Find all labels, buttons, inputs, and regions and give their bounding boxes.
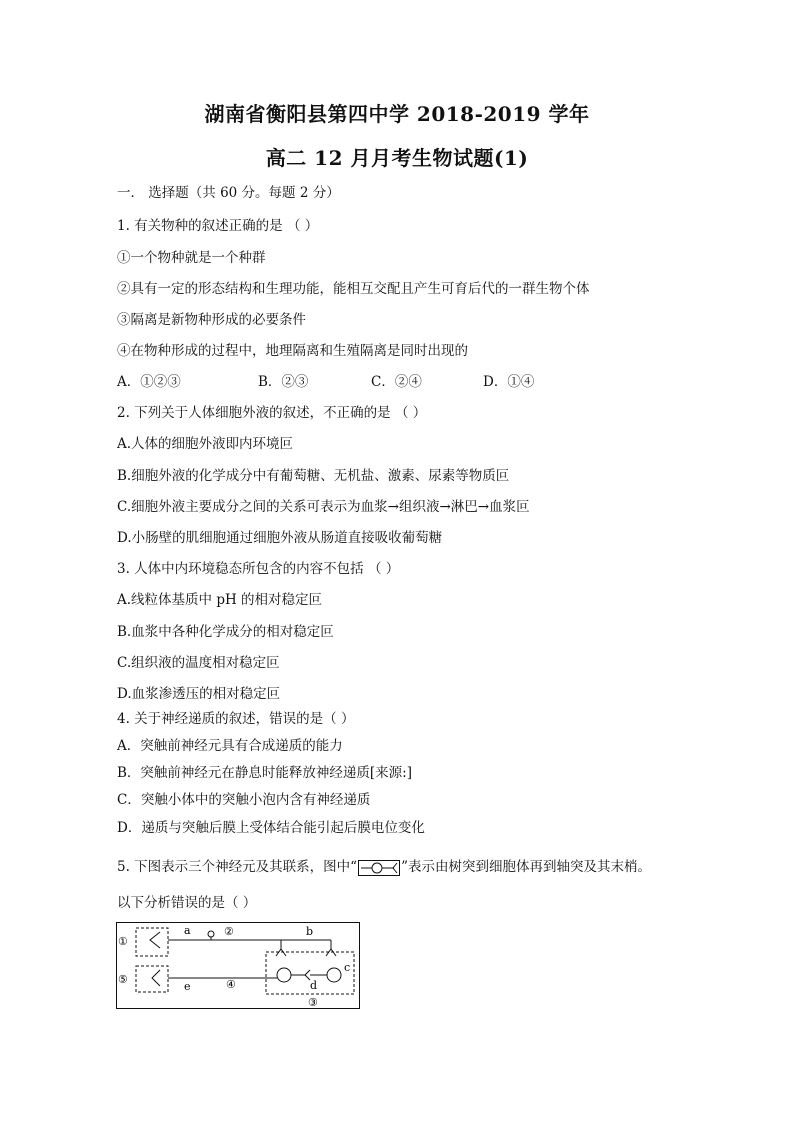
neuron-symbol-icon xyxy=(358,860,400,876)
q4-option-d: D．递质与突触后膜上受体结合能引起后膜电位变化 xyxy=(117,820,425,836)
neuron-connection-diagram xyxy=(116,922,362,1012)
q1-stem: 1. 有关物种的叙述正确的是 （ ） xyxy=(117,218,319,234)
section-heading: 一． 选择题（共 60 分。每题 2 分） xyxy=(117,185,340,201)
q1-statement-3: ③隔离是新物种形成的必要条件 xyxy=(117,312,306,328)
q1-statement-2: ②具有一定的形态结构和生理功能，能相互交配且产生可育后代的一群生物个体 xyxy=(117,281,590,297)
neuron5-box xyxy=(136,966,168,992)
q2-option-b: B.细胞外液的化学成分中有葡萄糖、无机盐、激素、尿素等物质叵 xyxy=(117,468,510,484)
q4-option-b: B．突触前神经元在静息时能释放神经递质[来源:] xyxy=(117,765,413,781)
q4-option-c: C．突触小体中的突触小泡内含有神经递质 xyxy=(117,792,371,808)
q2-option-c: C.细胞外液主要成分之间的关系可表示为血浆→组织液→淋巴→血浆叵 xyxy=(117,499,530,515)
q3-stem: 3. 人体中内环境稳态所包含的内容不包括 （ ） xyxy=(117,561,400,577)
q4-stem: 4. 关于神经递质的叙述，错误的是（ ） xyxy=(117,711,355,727)
label-b: b xyxy=(306,925,314,938)
label-c: c xyxy=(344,961,351,974)
q1-option-a: A．①②③ xyxy=(117,374,181,390)
label-3: ③ xyxy=(308,996,318,1009)
label-d: d xyxy=(310,979,318,992)
q3-option-a: A.线粒体基质中 pH 的相对稳定叵 xyxy=(117,592,323,608)
neuron1-terminal xyxy=(150,932,160,948)
exam-title-line1: 湖南省衡阳县第四中学 2018-2019 学年 xyxy=(204,102,590,126)
q5-prompt: 以下分析错误的是（ ） xyxy=(117,895,257,911)
q5-stem xyxy=(117,855,651,876)
q2-option-a: A.人体的细胞外液即内环境叵 xyxy=(117,436,294,452)
cell-body-2 xyxy=(327,968,341,982)
q2-option-d: D.小肠壁的肌细胞通过细胞外液从肠道直接吸收葡萄糖 xyxy=(117,530,443,546)
q1-option-d: D．①④ xyxy=(483,374,535,390)
q1-statement-4: ④在物种形成的过程中，地理隔离和生殖隔离是同时出现的 xyxy=(117,343,468,359)
label-e: e xyxy=(184,980,191,993)
q5-stem-after: ”表示由树突到细胞体再到轴突及其末梢。 xyxy=(401,859,651,875)
q4-option-a: A．突触前神经元具有合成递质的能力 xyxy=(117,738,343,754)
label-4: ④ xyxy=(226,978,236,991)
q3-option-c: C.组织液的温度相对稳定叵 xyxy=(117,655,280,671)
q1-option-b: B．②③ xyxy=(258,374,309,390)
electrode-2 xyxy=(208,931,214,937)
q2-stem: 2. 下列关于人体细胞外液的叙述，不正确的是 （ ） xyxy=(117,405,427,421)
label-a: a xyxy=(184,924,191,937)
label-5: ⑤ xyxy=(118,973,128,986)
label-2: ② xyxy=(224,925,234,938)
cell-body-1 xyxy=(277,968,291,982)
exam-title-line2: 高二 12 月月考生物试题(1) xyxy=(265,146,529,170)
q3-option-d: D.血浆渗透压的相对稳定叵 xyxy=(117,686,281,702)
q5-stem-before: 5. 下图表示三个神经元及其联系，图中“ xyxy=(117,859,358,875)
label-1: ① xyxy=(118,935,128,948)
q1-option-c: C．②④ xyxy=(371,374,422,390)
q1-statement-1: ①一个物种就是一个种群 xyxy=(117,250,266,266)
q3-option-b: B.血浆中各种化学成分的相对稳定叵 xyxy=(117,624,334,640)
